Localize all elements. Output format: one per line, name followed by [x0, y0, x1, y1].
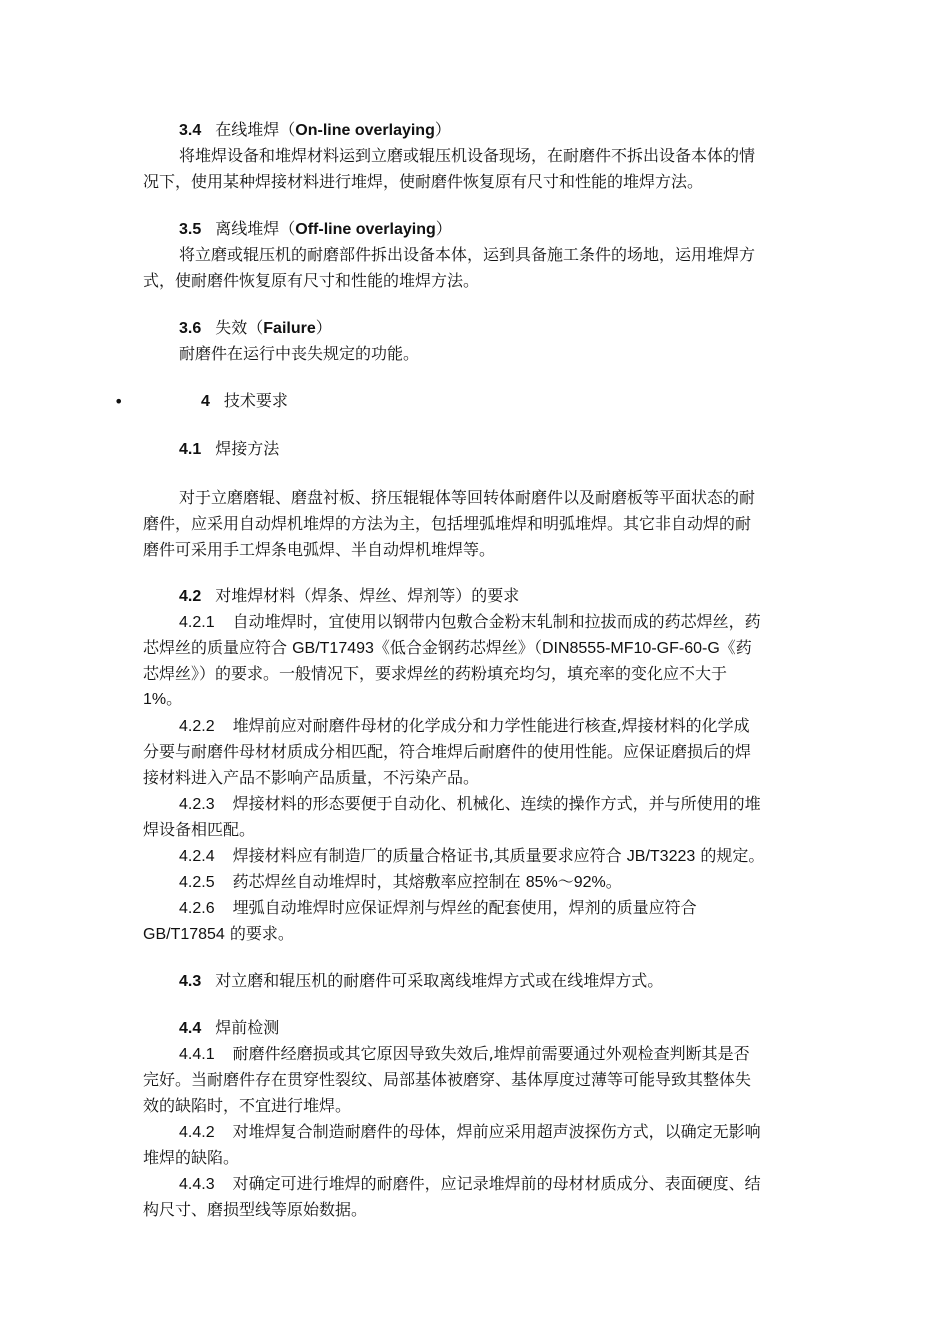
heading-text: 对立磨和辊压机的耐磨件可采取离线堆焊方式或在线堆焊方式。 — [215, 971, 664, 990]
paragraph-line: 磨件，应采用自动焊机堆焊的方法为主，包括埋弧堆焊和明弧堆焊。其它非自动焊的耐 — [143, 514, 752, 533]
section-number: 4.4 — [179, 1020, 202, 1037]
clause-number: 4.2.6 — [179, 900, 215, 917]
text-run: 《药 — [719, 638, 752, 657]
clause-number: 4.2.4 — [179, 848, 215, 865]
heading-text: 技术要求 — [223, 391, 288, 410]
percent-range: 85%～92% — [525, 874, 606, 891]
standard-code: GB/T17493 — [292, 640, 374, 657]
paragraph-line: 将堆焊设备和堆焊材料运到立磨或辊压机设备现场，在耐磨件不拆出设备本体的情 — [179, 146, 756, 165]
heading-text: 在线堆焊（ — [215, 120, 296, 139]
list-bullet: • — [114, 392, 124, 411]
clause-number: 4.2.1 — [179, 614, 215, 631]
text-run: 的规定。 — [695, 846, 765, 865]
clause-4-4-1 — [179, 1044, 851, 1065]
section-number: 4.1 — [179, 441, 202, 458]
text-run: 焊接材料应有制造厂的质量合格证书,其质量要求应符合 — [232, 846, 627, 865]
paragraph-line: 堆焊的缺陷。 — [143, 1148, 240, 1167]
paragraph-line: 效的缺陷时，不宜进行堆焊。 — [143, 1096, 352, 1115]
clause-4-2-3 — [179, 794, 851, 815]
heading-english: Failure — [263, 320, 316, 337]
heading-4-3 — [179, 971, 851, 992]
heading-close: ） — [435, 219, 452, 238]
heading-english: On-line overlaying — [295, 122, 435, 139]
text-run: 芯焊丝的质量应符合 — [143, 638, 293, 657]
clause-4-4-3 — [179, 1174, 851, 1195]
section-number: 4.3 — [179, 973, 202, 990]
heading-text: 焊接方法 — [215, 439, 280, 458]
paragraph-line: 构尺寸、磨损型线等原始数据。 — [143, 1200, 368, 1219]
clause-number: 4.2.5 — [179, 874, 215, 891]
clause-4-2-5 — [179, 872, 851, 893]
clause-text: 对确定可进行堆焊的耐磨件，应记录堆焊前的母材材质成分、表面硬度、结 — [232, 1174, 761, 1193]
clause-number: 4.4.2 — [179, 1124, 215, 1141]
heading-3-5 — [179, 219, 851, 240]
clause-4-4-2 — [179, 1122, 851, 1143]
clause-4-2-4 — [179, 846, 851, 867]
clause-number: 4.2.3 — [179, 796, 215, 813]
text-run: 药芯焊丝自动堆焊时，其熔敷率应控制在 — [232, 872, 526, 891]
clause-text: 对堆焊复合制造耐磨件的母体，焊前应采用超声波探伤方式，以确定无影响 — [232, 1122, 761, 1141]
clause-number: 4.4.3 — [179, 1176, 215, 1193]
clause-text: 自动堆焊时，宜使用以钢带内包敷合金粉末轧制和拉拔而成的药芯焊丝，药 — [232, 612, 761, 631]
paragraph-line: 况下，使用某种焊接材料进行堆焊，使耐磨件恢复原有尺寸和性能的堆焊方法。 — [143, 172, 704, 191]
heading-4-2 — [179, 586, 851, 607]
text-run: 。 — [605, 872, 622, 891]
paragraph-line: 耐磨件在运行中丧失规定的功能。 — [179, 344, 420, 363]
text-run: 的要求。 — [224, 924, 294, 943]
section-number: 4 — [201, 393, 210, 410]
clause-text: 耐磨件经磨损或其它原因导致失效后,堆焊前需要通过外观检查判断其是否 — [232, 1044, 750, 1063]
heading-4-4 — [179, 1018, 851, 1039]
paragraph-line: 对于立磨磨辊、磨盘衬板、挤压辊辊体等回转体耐磨件以及耐磨板等平面状态的耐 — [179, 488, 756, 507]
clause-text: 焊接材料的形态要便于自动化、机械化、连续的操作方式，并与所使用的堆 — [232, 794, 761, 813]
heading-4 — [201, 391, 873, 412]
heading-close: ） — [434, 120, 451, 139]
text-run: 《低合金钢药芯焊丝》（ — [373, 638, 542, 657]
paragraph-line: 分要与耐磨件母材材质成分相匹配，符合堆焊后耐磨件的使用性能。应保证磨损后的焊 — [143, 742, 752, 761]
paragraph-line — [143, 638, 815, 659]
heading-4-1 — [179, 439, 851, 460]
paragraph-line: 将立磨或辊压机的耐磨部件拆出设备本体，运到具备施工条件的场地，运用堆焊方 — [179, 245, 756, 264]
paragraph-line: 芯焊丝》）的要求。一般情况下，要求焊丝的药粉填充均匀，填充率的变化应不大于 — [143, 664, 728, 683]
clause-4-2-2 — [179, 716, 851, 737]
heading-english: Off-line overlaying — [295, 221, 436, 238]
section-number: 3.5 — [179, 221, 202, 238]
heading-text: 对堆焊材料（焊条、焊丝、焊剂等）的要求 — [215, 586, 520, 605]
clause-number: 4.2.2 — [179, 718, 215, 735]
clause-text: 堆焊前应对耐磨件母材的化学成分和力学性能进行核查,焊接材料的化学成 — [232, 716, 750, 735]
paragraph-line: 完好。当耐磨件存在贯穿性裂纹、局部基体被磨穿、基体厚度过薄等可能导致其整体失 — [143, 1070, 752, 1089]
paragraph-line: 接材料进入产品不影响产品质量，不污染产品。 — [143, 768, 480, 787]
heading-close: ） — [315, 318, 332, 337]
section-number: 3.6 — [179, 320, 202, 337]
paragraph-line: 焊设备相匹配。 — [143, 820, 256, 839]
section-number: 3.4 — [179, 122, 202, 139]
heading-3-4 — [179, 120, 851, 141]
clause-text: 埋弧自动堆焊时应保证焊剂与焊丝的配套使用，焊剂的质量应符合 — [232, 898, 697, 917]
paragraph-line: 磨件可采用手工焊条电弧焊、半自动焊机堆焊等。 — [143, 540, 496, 559]
clause-4-2-1 — [179, 612, 851, 633]
standard-code: DIN8555-MF10-GF-60-G — [541, 640, 720, 657]
heading-text: 失效（ — [215, 318, 264, 337]
paragraph-line: 1%。 — [143, 691, 183, 708]
heading-3-6 — [179, 318, 851, 339]
standard-code: JB/T3223 — [626, 848, 696, 865]
section-number: 4.2 — [179, 588, 202, 605]
clause-4-2-6 — [179, 898, 851, 919]
paragraph-line — [143, 924, 815, 945]
heading-text: 焊前检测 — [215, 1018, 280, 1037]
heading-text: 离线堆焊（ — [215, 219, 296, 238]
standard-code: GB/T17854 — [143, 926, 225, 943]
paragraph-line: 式，使耐磨件恢复原有尺寸和性能的堆焊方法。 — [143, 271, 480, 290]
clause-number: 4.4.1 — [179, 1046, 215, 1063]
